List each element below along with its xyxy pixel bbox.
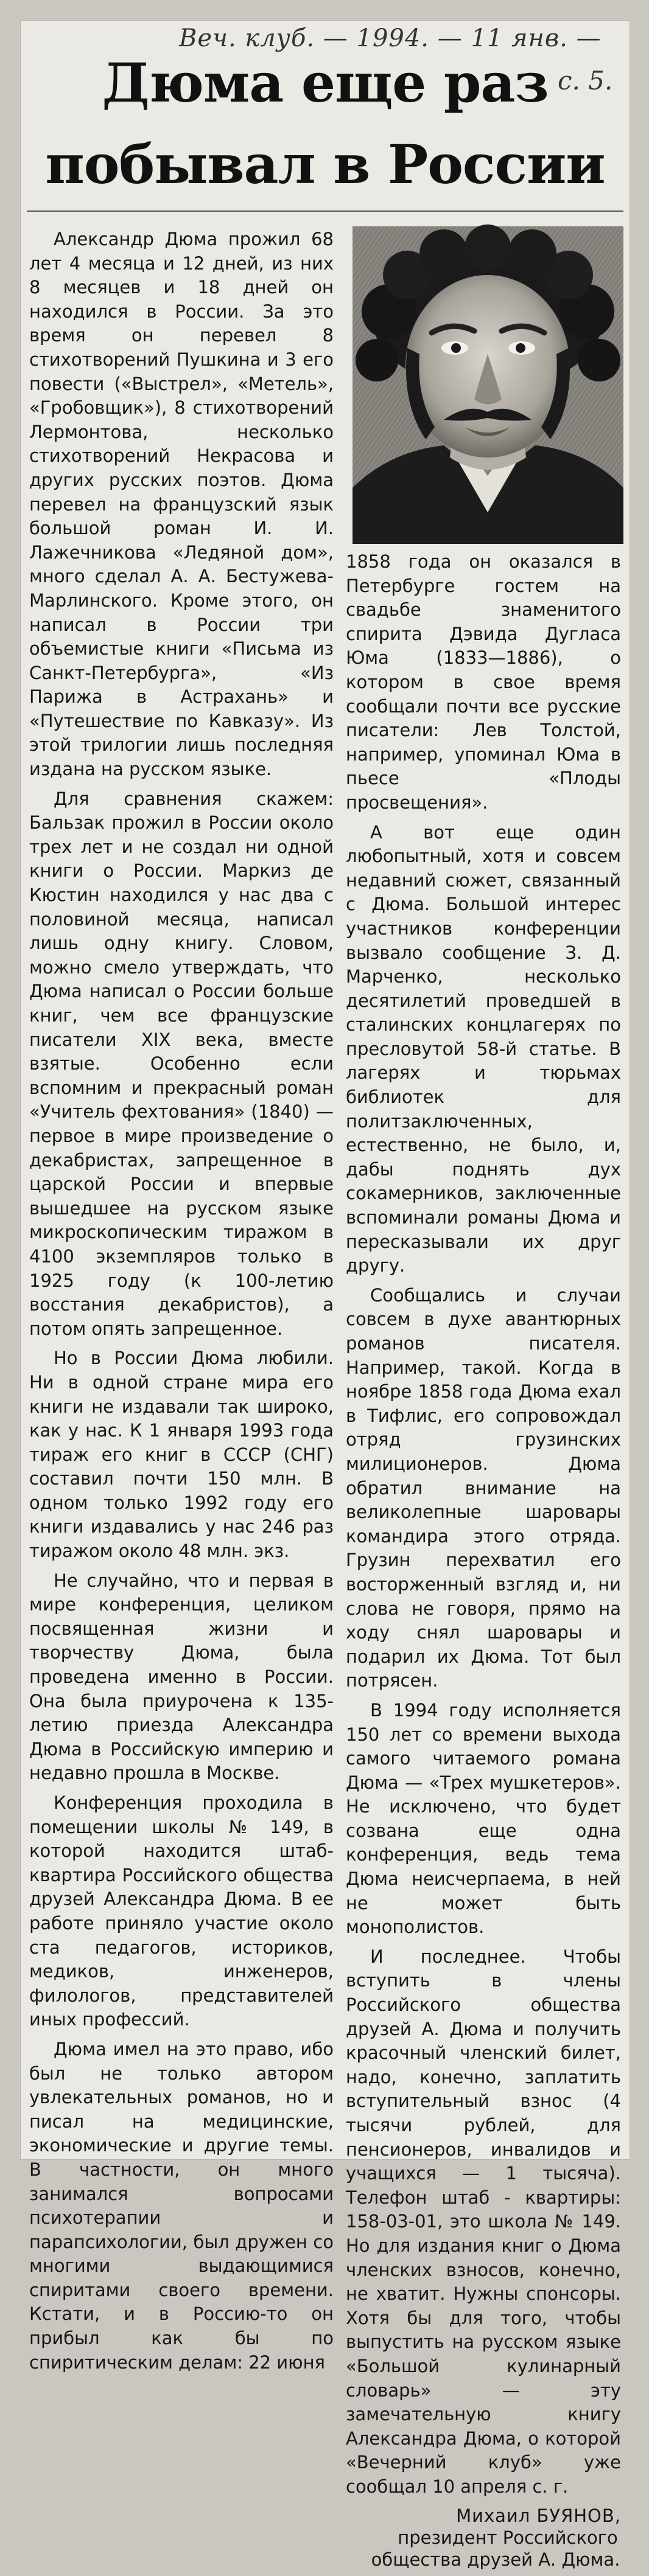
portrait-icon [353,226,623,544]
author-name: Михаил БУЯНОВ, [456,2505,621,2526]
article-right-column [346,550,621,2576]
paragraph: 1858 года он оказался в Петербурге гостем на свадьбе знаменитого спирита Дэвида Дугласа Юма (1833—1886), о котором в свое время сообщали почти все русские писатели: Лев Толстой, например, упоминал Юма в пьесе «Плоды просвещения». [346,551,621,813]
author-role: президент Российского общества друзей А. Дюма. [371,2527,620,2570]
headline-divider [27,211,623,212]
paragraph: Не случайно, что и первая в мире конференция, целиком посвященная жизни и творчеству Дюма, была проведена именно в России. Она была приурочена к 135-летию приезда Александра Дюма в Российскую империю и недавно прошла в Москве. [29,1570,334,1784]
paragraph: Сообщались и случаи совсем в духе авантюрных романов писателя. Например, такой. Когда в ноябре 1858 года Дюма ехал в Тифлис, его сопровождал отряд грузинских милиционеров. Дюма обратил внимание на великолепные шаровары командира этого отряда. Грузин перехватил его восторженный взгляд и, ни слова не говоря, прямо на ходу снял шаровары и подарил их Дюма. Тот был потрясен. [346,1284,621,1691]
paragraph: А вот еще один любопытный, хотя и совсем недавний сюжет, связанный с Дюма. Большой интерес участников конференции вызвало сообщение З. Д. Марченко, несколько десятилетий проведшей в сталинских концлагерях по пресловутой 58-й статье. В лагерях и тюрьмах библиотек для политзаключенных, естественно, не было, и, дабы поднять дух сокамерников, заключенные вспоминали романы Дюма и пересказывали их друг другу. [346,821,621,1276]
paragraph: Но в России Дюма любили. Ни в одной стране мира его книги не издавали так широко, как у нас. К 1 января 1993 года тираж его книг в СССР (СНГ) составил почти 150 млн. В одном только 1992 году его книги издавались у нас 246 раз тиражом около 48 млн. экз. [29,1348,334,1562]
paragraph: В 1994 году исполняется 150 лет со времени выхода самого читаемого романа Дюма — «Трех мушкетеров». Не исключено, что будет созвана еще одна конференция, ведь тема Дюма неисчерпаема, в ней не может быть монополистов. [346,1699,621,1938]
paragraph: Александр Дюма прожил 68 лет 4 месяца и 12 дней, из них 8 месяцев и 18 дней он находился в России. За это время он перевел 8 стихотворений Пушкина и 3 его повести («Выстрел», «Метель», «Гробовщик»), 8 стихотворений Лермонтова, несколько стихотворений Некрасова и других русских поэтов. Дюма перевел на французский язык большой роман И. И. Лажечникова «Ледяной дом», много сделал А. А. Бестужева-Марлинского. Кроме этого, он написал в России три объемистые книги «Письма из Санкт-Петербурга», «Из Парижа в Астрахань» и «Путешествие по Кавказу». Из этой трилогии лишь последняя издана на русском языке. [29,229,334,780]
byline [346,2505,621,2571]
headline-line-2: побывал в России [45,133,605,196]
paragraph: Дюма имел на это право, ибо был не только автором увлекательных романов, но и писал на медицинские, экономические и другие темы. В частности, он много занимался вопросами психотерапии и парапсихологии, был дружен со многими выдающимися спиритами своего времени. Кстати, и в Россию-то он прибыл как бы по спиритическим делам: 22 июня [29,2038,334,2373]
handwritten-source-note: Веч. клуб. — 1994. — 11 янв. — [179,24,602,52]
newspaper-clipping [21,21,630,2570]
paragraph: Для сравнения скажем: Бальзак прожил в России около трех лет и не создал ни одной книги о России. Маркиз де Кюстин находился у нас два с половиной месяца, написал лишь одну книгу. Словом, можно смело утверждать, что Дюма написал о России больше книг, чем все французские писатели XIX века, вместе взятые. Особенно если вспомним и прекрасный роман «Учитель фехтования» (1840) — первое в мире произведение о декабристах, запрещенное в царской России и впервые вышедшее на русском языке микроскопическим тиражом в 4100 экземпляров только в 1925 году (к 100-летию восстания декабристов), а потом опять запрещенное. [29,788,334,1339]
paragraph: Конференция проходила в помещении школы № 149, в которой находится штаб-квартира Российского общества друзей Александра Дюма. В ее работе приняло участие около ста педагогов, историков, медиков, инженеров, филологов, представителей иных профессий. [29,1792,334,2030]
paragraph: И последнее. Чтобы вступить в члены Российского общества друзей А. Дюма и получить красочный членский билет, надо, конечно, заплатить вступительный взнос (4 тысячи рублей, для пенсионеров, инвалидов и учащихся — 1 тысяча). Телефон штаб - квартиры: 158-03-01, это школа № 149. Но для издания книг о Дюма членских взносов, конечно, не хватит. Нужны спонсоры. Хотя бы для того, чтобы выпустить на русском языке «Большой кулинарный словарь» — эту замечательную книгу Александра Дюма, о которой «Вечерний клуб» уже сообщал 10 апреля с. г. [346,1946,621,2497]
article-left-column [29,228,334,2380]
portrait-engraving-dumas [353,226,623,544]
headline-line-1: Дюма еще раз [102,51,549,114]
handwritten-page-number: с. 5. [558,66,613,96]
